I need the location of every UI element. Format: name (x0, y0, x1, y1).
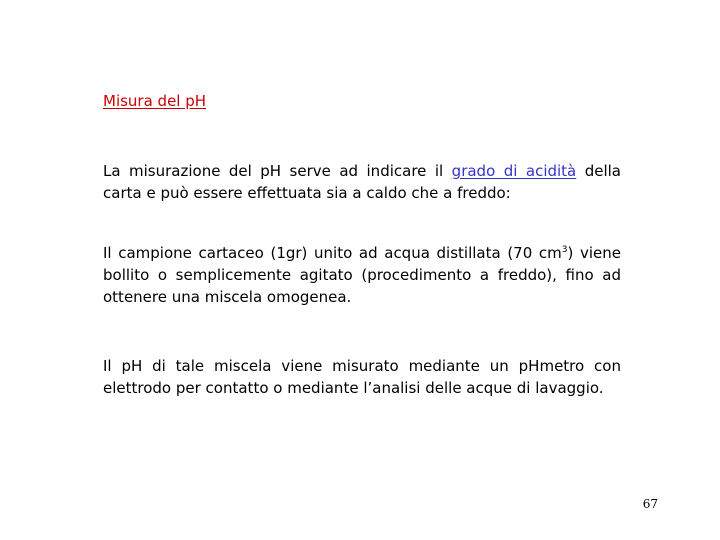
paragraph-ph-method: Il pH di tale miscela viene misurato mediante un pHmetro con elettrodo per contatto o mediante l’analisi delle acque di lavaggio. (103, 357, 621, 397)
page-number: 67 (642, 497, 658, 511)
paragraph-sample-preparation (103, 242, 621, 308)
paragraph-1-text-start: La misurazione del pH serve ad indicare il (103, 162, 452, 180)
cubic-superscript: 3 (561, 245, 568, 255)
paragraph-2-text-start: Il campione cartaceo (1gr) unito ad acqua distillata (70 cm (103, 244, 562, 262)
paragraph-1-text-end: della carta e può essere effettuata sia a caldo che a freddo: (103, 162, 621, 202)
slide-title: Misura del pH (103, 92, 207, 110)
paragraph-ph-measurement (103, 160, 621, 204)
paragraph-2-text-end: ) viene bollito o semplicemente agitato (procedimento a freddo), fino ad ottenere una miscela omogenea. (103, 244, 621, 306)
acidity-degree-link[interactable]: grado di acidità (451, 162, 577, 180)
